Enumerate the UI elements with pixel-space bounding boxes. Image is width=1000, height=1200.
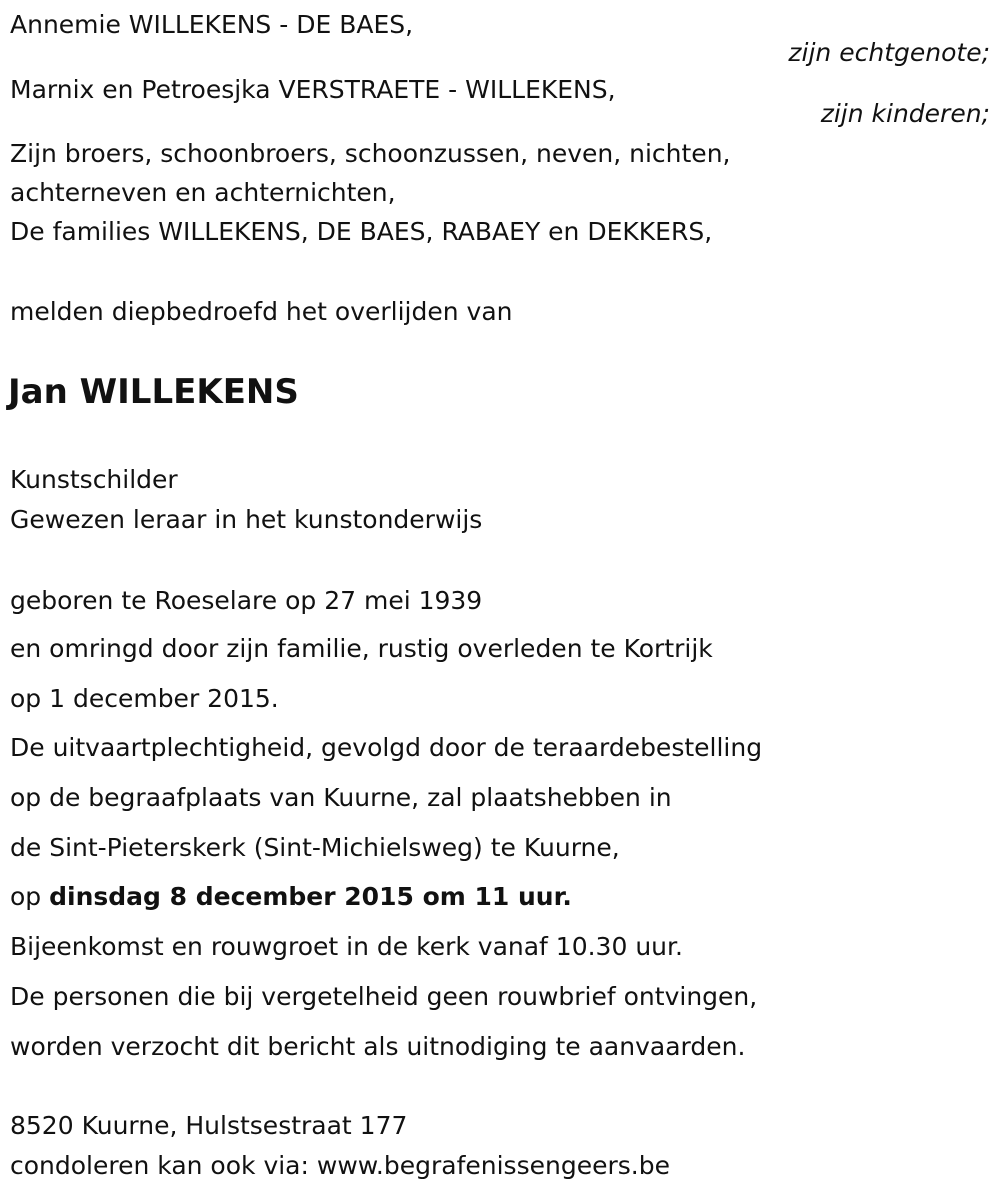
children-name: Marnix en Petroesjka VERSTRAETE - WILLEKENS,: [10, 75, 616, 104]
announcement-text: melden diepbedroefd het overlijden van: [10, 297, 513, 326]
deceased-title-2: Gewezen leraar in het kunstonderwijs: [10, 505, 483, 534]
funeral-date-line: [10, 884, 572, 909]
condolence-line: condoleren kan ook via: www.begrafenissengeers.be: [10, 1151, 670, 1180]
died-line-1: en omringd door zijn familie, rustig overleden te Kortrijk: [10, 634, 713, 663]
born-line: geboren te Roeselare op 27 mei 1939: [10, 586, 483, 615]
relatives-line-1: Zijn broers, schoonbroers, schoonzussen, neven, nichten,: [10, 139, 731, 168]
funeral-date: dinsdag 8 december 2015 om 11 uur.: [49, 882, 572, 911]
funeral-line-3: de Sint-Pieterskerk (Sint-Michielsweg) te Kuurne,: [10, 833, 620, 862]
relatives-line-3: De families WILLEKENS, DE BAES, RABAEY en DEKKERS,: [10, 217, 713, 246]
relatives-line-2: achterneven en achternichten,: [10, 178, 396, 207]
died-line-2: op 1 december 2015.: [10, 684, 279, 713]
funeral-line-1: De uitvaartplechtigheid, gevolgd door de teraardebestelling: [10, 733, 763, 762]
funeral-date-prefix: op: [10, 882, 50, 911]
address-line: 8520 Kuurne, Hulstsestraat 177: [10, 1111, 408, 1140]
spouse-name: Annemie WILLEKENS - DE BAES,: [10, 10, 414, 39]
spouse-role: zijn echtgenote;: [788, 38, 990, 67]
funeral-line-2: op de begraafplaats van Kuurne, zal plaatshebben in: [10, 783, 672, 812]
children-role: zijn kinderen;: [820, 99, 990, 128]
deceased-title-1: Kunstschilder: [10, 465, 178, 494]
deceased-name: Jan WILLEKENS: [8, 372, 299, 412]
gathering-line: Bijeenkomst en rouwgroet in de kerk vanaf 10.30 uur.: [10, 932, 683, 961]
invite-line-2: worden verzocht dit bericht als uitnodiging te aanvaarden.: [10, 1032, 746, 1061]
invite-line-1: De personen die bij vergetelheid geen rouwbrief ontvingen,: [10, 982, 758, 1011]
